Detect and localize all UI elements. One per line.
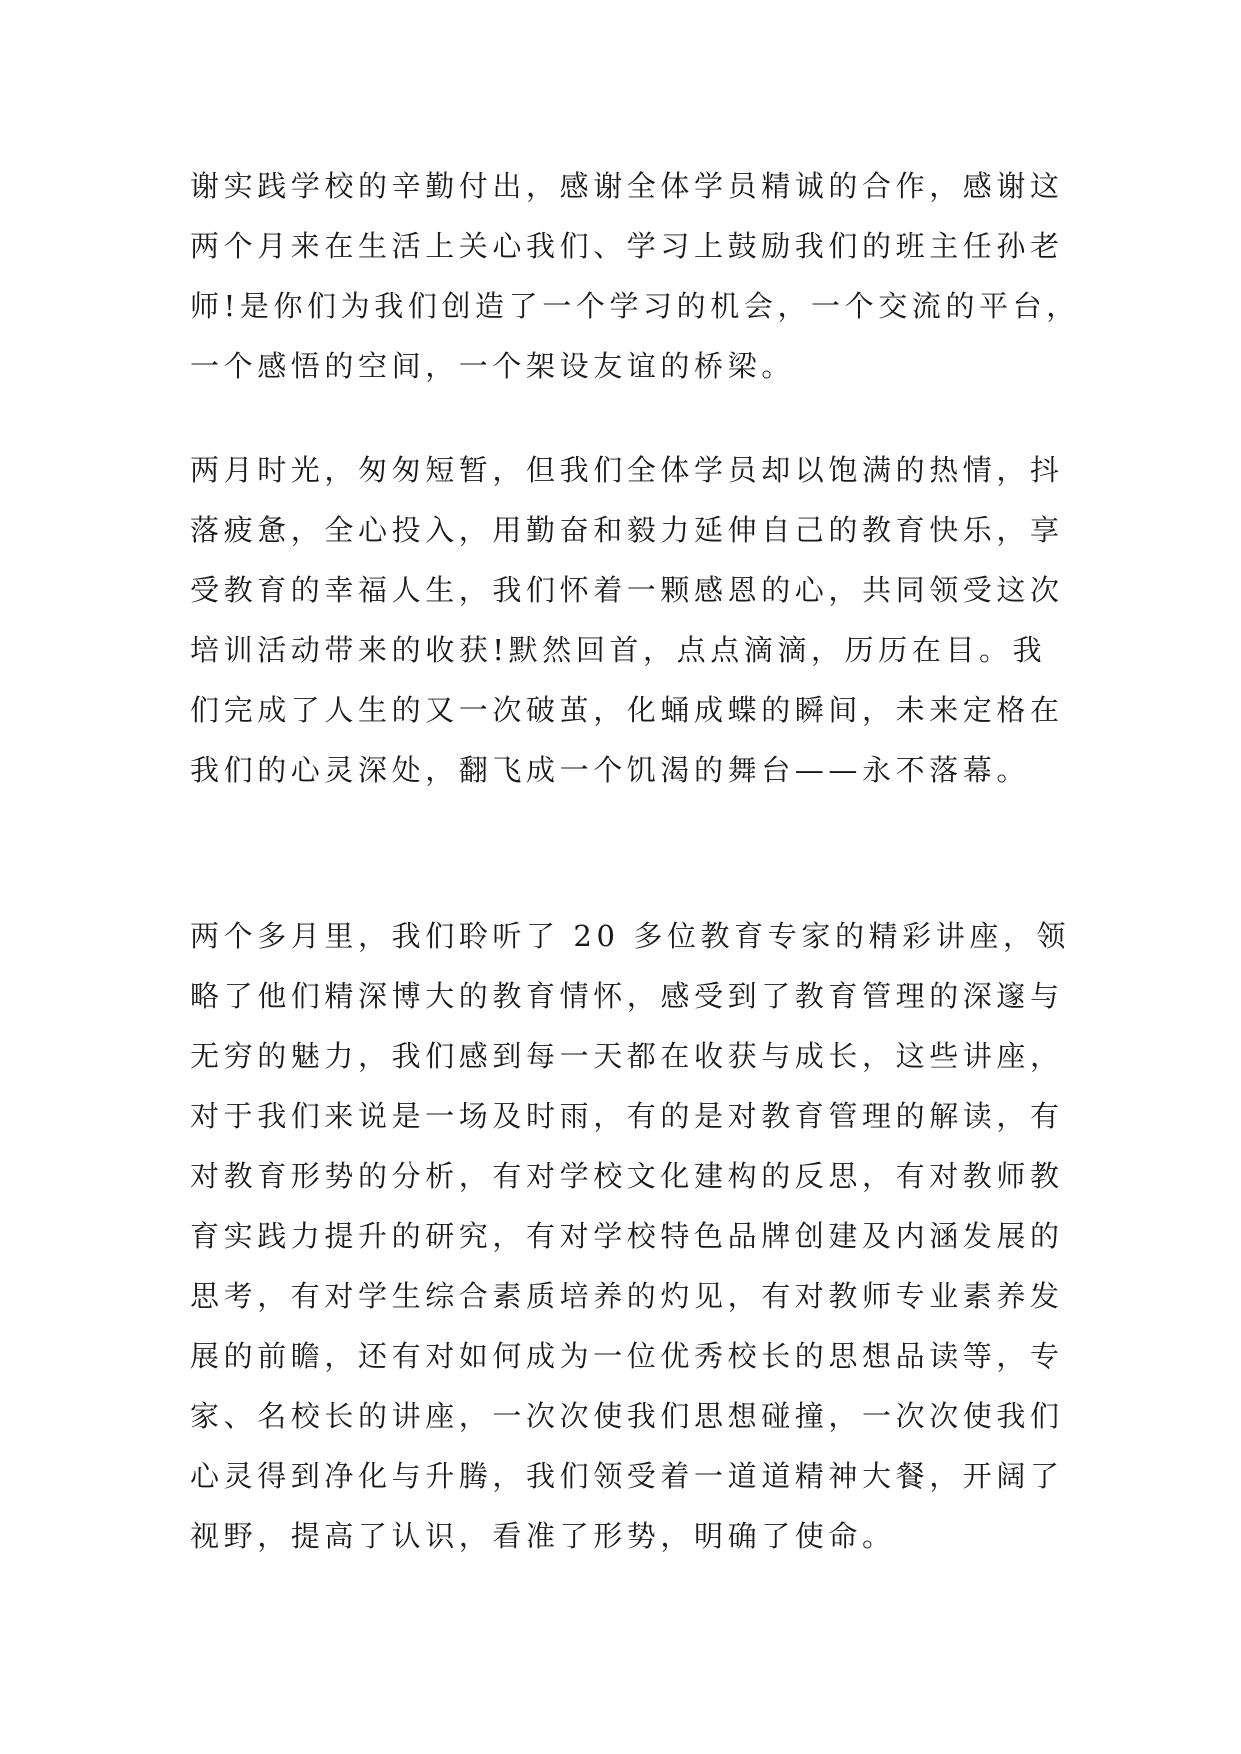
paragraph-3	[190, 906, 1070, 1566]
paragraph-line: 育实践力提升的研究，有对学校特色品牌创建及内涵发展的	[190, 1219, 1064, 1253]
paragraph-line: 们完成了人生的又一次破茧，化蛹成蝶的瞬间，未来定格在	[190, 693, 1064, 727]
paragraph-1	[190, 156, 1080, 396]
paragraph-line: 对于我们来说是一场及时雨，有的是对教育管理的解读，有	[190, 1099, 1064, 1133]
paragraph-line: 两月时光，匆匆短暂，但我们全体学员却以饱满的热情，抖	[190, 453, 1064, 487]
paragraph-2	[190, 440, 1070, 800]
paragraph-line: 两个月来在生活上关心我们、学习上鼓励我们的班主任孙老	[190, 229, 1064, 263]
paragraph-line: 无穷的魅力，我们感到每一天都在收获与成长，这些讲座，	[190, 1039, 1064, 1073]
paragraph-line: 展的前瞻，还有对如何成为一位优秀校长的思想品读等，专	[190, 1339, 1064, 1373]
paragraph-line: 心灵得到净化与升腾，我们领受着一道道精神大餐，开阔了	[190, 1459, 1064, 1493]
paragraph-line: 我们的心灵深处，翻飞成一个饥渴的舞台——永不落幕。	[190, 753, 1031, 787]
paragraph-line: 师!是你们为我们创造了一个学习的机会，一个交流的平台，	[190, 289, 1080, 323]
paragraph-line: 思考，有对学生综合素质培养的灼见，有对教师专业素养发	[190, 1279, 1064, 1313]
paragraph-line: 一个感悟的空间，一个架设友谊的桥梁。	[190, 349, 795, 383]
paragraph-line: 培训活动带来的收获!默然回首，点点滴滴，历历在目。我	[190, 633, 1047, 667]
paragraph-line: 谢实践学校的辛勤付出，感谢全体学员精诚的合作，感谢这	[190, 169, 1064, 203]
paragraph-line: 落疲惫，全心投入，用勤奋和毅力延伸自己的教育快乐，享	[190, 513, 1064, 547]
paragraph-line: 对教育形势的分析，有对学校文化建构的反思，有对教师教	[190, 1159, 1064, 1193]
paragraph-line: 略了他们精深博大的教育情怀，感受到了教育管理的深邃与	[190, 979, 1064, 1013]
paragraph-line: 受教育的幸福人生，我们怀着一颗感恩的心，共同领受这次	[190, 573, 1064, 607]
paragraph-line: 家、名校长的讲座，一次次使我们思想碰撞，一次次使我们	[190, 1399, 1064, 1433]
paragraph-line: 两个多月里，我们聆听了 20 多位教育专家的精彩讲座，领	[190, 919, 1071, 953]
paragraph-line: 视野，提高了认识，看准了形势，明确了使命。	[190, 1519, 896, 1553]
